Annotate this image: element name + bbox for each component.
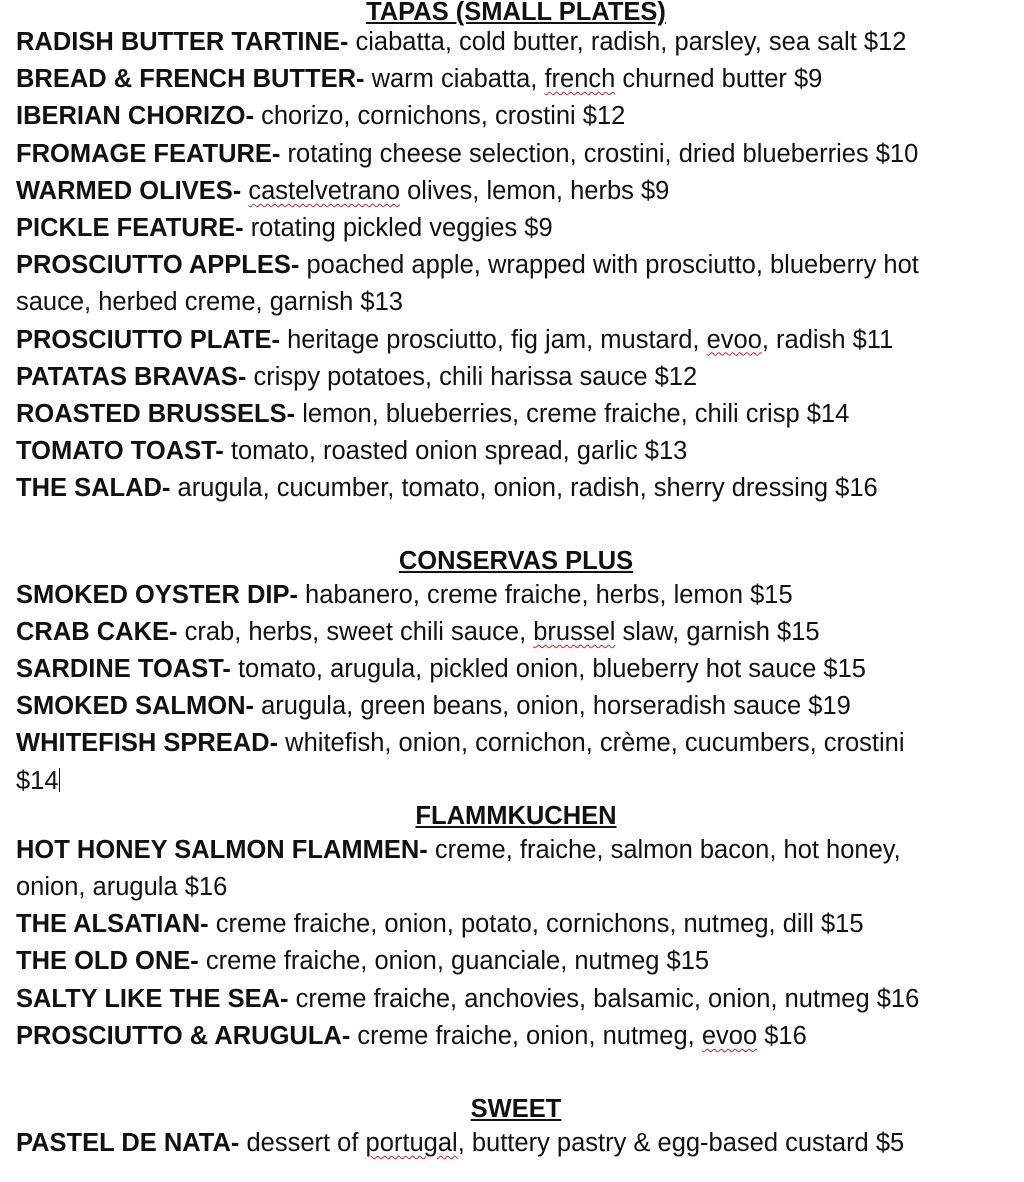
menu-item [16,61,1016,98]
item-description: creme fraiche, onion, guanciale, nutmeg $15 [198,947,710,976]
item-description-end: slaw, garnish $15 [615,617,820,646]
misspelled-word[interactable]: evoo [706,325,762,354]
menu-item [16,1018,1016,1055]
item-description-end: , radish $11 [761,325,894,354]
item-name: PROSCIUTTO APPLES- [16,251,300,280]
item-name: CRAB CAKE- [16,617,178,646]
menu-item-continuation[interactable] [16,763,1016,800]
item-name: HOT HONEY SALMON FLAMMEN- [16,835,428,864]
item-name: SALTY LIKE THE SEA- [16,984,289,1013]
menu-item [16,24,1016,61]
continuation-text: $14 [16,766,59,795]
item-name: PROSCIUTTO PLATE- [16,325,280,354]
item-description: creme fraiche, anchovies, balsamic, onion, nutmeg $16 [288,984,920,1013]
menu-item-continuation: sauce, herbed creme, garnish $13 [16,288,403,317]
item-name: WHITEFISH SPREAD- [16,729,279,758]
item-name: SMOKED OYSTER DIP- [16,580,298,609]
item-name: PICKLE FEATURE- [16,214,244,243]
item-name: WARMED OLIVES- [16,176,242,205]
menu-item [16,136,1016,173]
menu-item [16,981,1016,1018]
menu-item [16,173,1016,210]
menu-item [16,906,1016,943]
text-cursor [59,768,60,792]
item-name: PATATAS BRAVAS- [16,362,247,391]
item-description: habanero, creme fraiche, herbs, lemon $15 [297,580,793,609]
misspelled-word[interactable]: brussel [533,617,616,646]
item-name: IBERIAN CHORIZO- [16,102,254,131]
menu-document [16,0,1016,1162]
item-description: arugula, cucumber, tomato, onion, radish, sherry dressing $16 [170,474,878,503]
section-title: SWEET [470,1095,562,1124]
menu-item [16,943,1016,980]
item-description: dessert of [239,1129,366,1158]
section-title: CONSERVAS PLUS [398,546,634,575]
misspelled-word[interactable]: evoo [701,1021,758,1050]
item-description: whitefish, onion, cornichon, crème, cucumbers, crostini [278,729,905,758]
item-name: PROSCIUTTO & ARUGULA- [16,1021,351,1050]
item-description: crab, herbs, sweet chili sauce, [177,617,534,646]
item-description: heritage prosciutto, fig jam, mustard, [279,325,707,354]
item-description: poached apple, wrapped with prosciutto, blueberry hot [299,251,919,280]
item-description: creme fraiche, onion, nutmeg, [350,1021,702,1050]
item-description: chorizo, cornichons, crostini $12 [254,102,626,131]
item-name: SMOKED SALMON- [16,692,254,721]
menu-item [16,1125,1016,1162]
item-description: ciabatta, cold butter, radish, parsley, sea salt $12 [348,28,907,56]
item-description: creme, fraiche, salmon bacon, hot honey, [427,835,901,864]
section-flammkuchen [16,798,1016,1055]
menu-item [16,98,1016,135]
item-description: arugula, green beans, onion, horseradish sauce $19 [254,692,851,721]
item-name: TOMATO TOAST- [16,437,224,466]
item-name: THE ALSATIAN- [16,910,209,939]
menu-item [16,322,1016,359]
menu-item [16,688,1016,725]
item-name: THE OLD ONE- [16,947,199,976]
item-description-end: $16 [757,1021,807,1050]
menu-item [16,614,1016,651]
item-name: ROASTED BRUSSELS- [16,400,296,429]
misspelled-word[interactable]: castelvetrano [248,176,401,205]
item-description: rotating pickled veggies $9 [243,214,553,243]
item-name: RADISH BUTTER TARTINE- [16,28,349,56]
section-sweet [16,1091,1016,1162]
menu-item [16,470,1016,507]
item-description: rotating cheese selection, crostini, dried blueberries $10 [280,139,919,168]
item-name: PASTEL DE NATA- [16,1129,240,1158]
menu-item [16,359,1016,396]
item-description-end: olives, lemon, herbs $9 [400,176,670,205]
menu-item [16,396,1016,433]
item-description: warm ciabatta, [364,65,545,94]
misspelled-word[interactable]: portugal [365,1129,458,1158]
menu-item [16,247,1016,284]
item-description: tomato, arugula, pickled onion, blueberry hot sauce $15 [230,655,866,684]
item-description: creme fraiche, onion, potato, cornichons, nutmeg, dill $15 [208,910,864,939]
item-description: crispy potatoes, chili harissa sauce $12 [246,362,698,391]
menu-item [16,725,1016,762]
section-title: TAPAS (SMALL PLATES) [366,0,666,26]
item-description: tomato, roasted onion spread, garlic $13 [223,437,688,466]
item-description-end: , buttery pastry & egg-based custard $5 [457,1129,905,1158]
section-conservas-plus [16,543,1016,800]
menu-item [16,433,1016,470]
item-name: SARDINE TOAST- [16,655,231,684]
item-name: BREAD & FRENCH BUTTER- [16,65,365,94]
section-title: FLAMMKUCHEN [415,801,617,830]
menu-item-continuation: onion, arugula $16 [16,873,228,902]
item-name: THE SALAD- [16,474,171,503]
item-description-end: churned butter $9 [615,65,823,94]
menu-item [16,577,1016,614]
item-name: FROMAGE FEATURE- [16,139,281,168]
menu-item [16,832,1016,869]
misspelled-word[interactable]: french [544,65,616,94]
menu-item [16,210,1016,247]
menu-item [16,651,1016,688]
item-description: lemon, blueberries, creme fraiche, chili crisp $14 [295,400,850,429]
section-tapas [16,0,1016,508]
